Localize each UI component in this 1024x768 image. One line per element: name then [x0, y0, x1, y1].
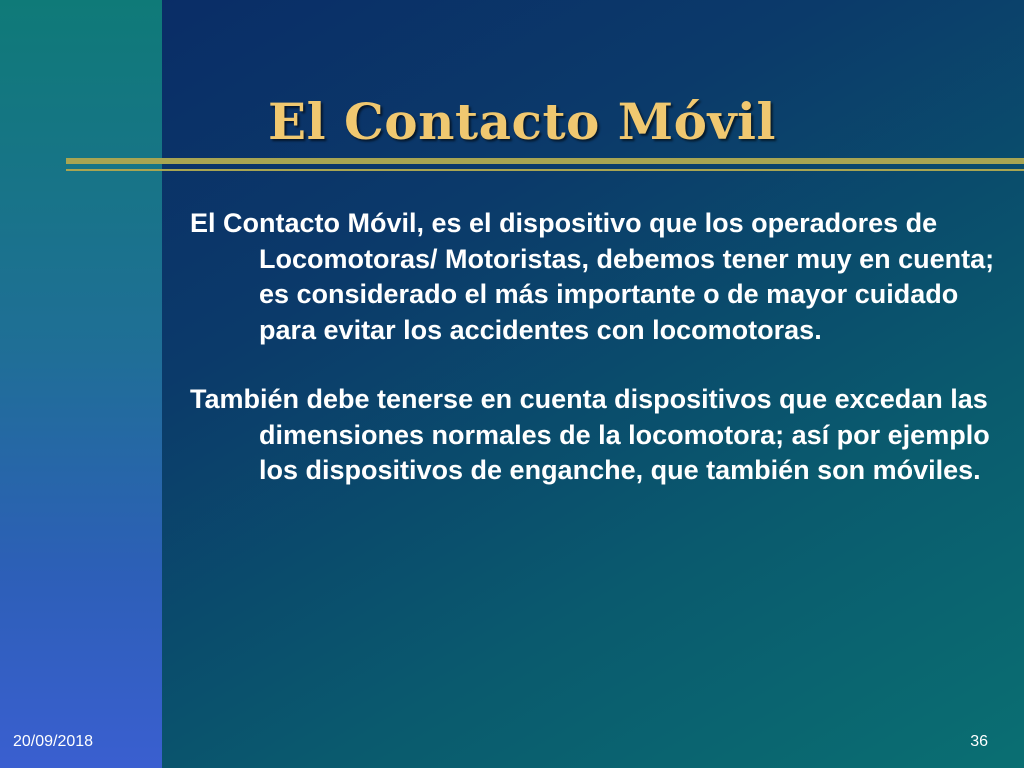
slide-body — [190, 206, 1000, 523]
body-paragraph: También debe tenerse en cuenta dispositivos que excedan las dimensiones normales de la locomotora; así por ejemplo los dispositivos de enganche, que también son móviles. — [190, 384, 990, 485]
side-bar — [0, 0, 162, 768]
page-number: 36 — [970, 733, 988, 750]
title-underline-thin — [66, 169, 1024, 171]
title-underline-thick — [66, 158, 1024, 164]
slide-title: El Contacto Móvil — [268, 92, 777, 151]
body-paragraph: El Contacto Móvil, es el dispositivo que los operadores de Locomotoras/ Motoristas, debemos tener muy en cuenta; es considerado el más importante o de mayor cuidado para evitar los accidentes con locomotoras. — [190, 208, 995, 345]
footer-date: 20/09/2018 — [13, 733, 94, 750]
